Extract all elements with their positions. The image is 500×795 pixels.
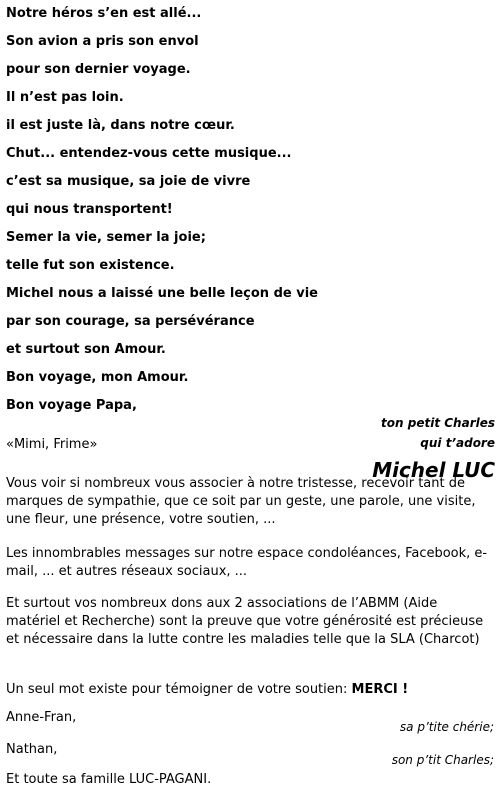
poem-line: il est juste là, dans notre cœur. xyxy=(6,118,235,133)
thanks-paragraph: Vous voir si nombreux vous associer à notre tristesse, recevoir tant de marques de sympathie, que ce soit par un geste, une parole, une visite, une fleur, une présence, votre soutien, ... xyxy=(6,476,476,527)
poem-line: et surtout son Amour. xyxy=(6,342,166,357)
thanks-paragraph xyxy=(6,681,492,699)
signatory-desc: sa p’tite chérie; xyxy=(399,720,494,734)
signatory-name: Anne-Fran, xyxy=(6,710,77,725)
signature-line-2: qui t’adore xyxy=(420,436,495,450)
poem-line: Il n’est pas loin. xyxy=(6,90,124,105)
thanks-paragraph: Et surtout vos nombreux dons aux 2 associations de l’ABMM (Aide matériel et Recherche) sont la preuve que votre générosité est précieuse et nécessaire dans la lutte contre les maladies telle que la SLA (Charcot) xyxy=(6,596,484,647)
deceased-name: Michel LUC xyxy=(372,458,495,482)
merci-text: MERCI ! xyxy=(351,682,409,697)
poem-line: par son courage, sa persévérance xyxy=(6,314,255,329)
poem-line: Chut... entendez-vous cette musique... xyxy=(6,146,292,161)
poem-line: telle fut son existence. xyxy=(6,258,175,273)
signatory-name: Et toute sa famille LUC-PAGANI. xyxy=(6,772,212,787)
thanks-paragraph: Les innombrables messages sur notre espace condoléances, Facebook, e-mail, ... et autres réseaux sociaux, ... xyxy=(6,546,488,579)
thanks-text: Un seul mot existe pour témoigner de votre soutien: xyxy=(6,682,352,697)
signatory-name: Nathan, xyxy=(6,742,58,757)
poem-line: Son avion a pris son envol xyxy=(6,34,199,49)
poem-line: Bon voyage, mon Amour. xyxy=(6,370,189,385)
poem-line: Michel nous a laissé une belle leçon de vie xyxy=(6,286,318,301)
signatory-desc: son p’tit Charles; xyxy=(391,753,494,767)
nickname: «Mimi, Frime» xyxy=(6,437,98,452)
poem-line: qui nous transportent! xyxy=(6,202,173,217)
poem-line: c’est sa musique, sa joie de vivre xyxy=(6,174,251,189)
poem-line: Semer la vie, semer la joie; xyxy=(6,230,206,245)
poem-line: pour son dernier voyage. xyxy=(6,62,191,77)
poem-line: Bon voyage Papa, xyxy=(6,398,137,413)
signature-line-1: ton petit Charles xyxy=(381,416,495,430)
poem-line: Notre héros s’en est allé... xyxy=(6,6,202,21)
